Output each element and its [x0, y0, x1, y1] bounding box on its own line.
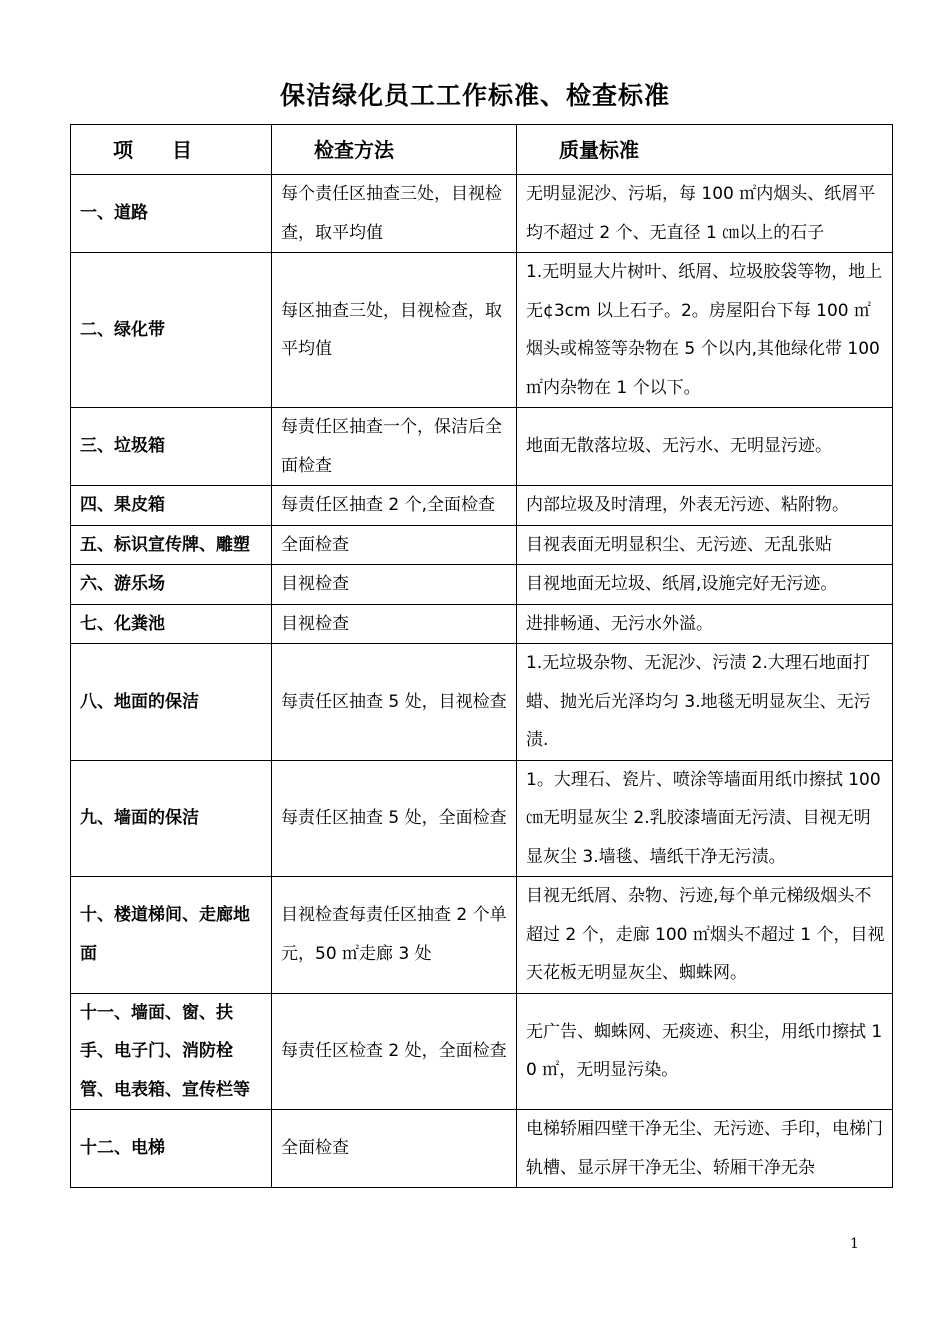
row-method-cell: 每区抽查三处，目视检查，取平均值: [272, 253, 517, 408]
row-standard-cell: 无明显泥沙、污垢，每 100 ㎡内烟头、纸屑平均不超过 2 个、无直径 1 ㎝以上的石子: [517, 175, 893, 253]
row-method-cell: 每责任区抽查 5 处，目视检查: [272, 644, 517, 761]
row-method-cell: 每责任区抽查一个，保洁后全面检查: [272, 408, 517, 486]
row-standard-cell: 电梯轿厢四壁干净无尘、无污迹、手印，电梯门轨槽、显示屏干净无尘、轿厢干净无杂: [517, 1110, 893, 1188]
row-standard-cell: 进排畅通、无污水外溢。: [517, 604, 893, 644]
row-item-cell: 五、标识宣传牌、雕塑: [71, 525, 272, 565]
table-row: [71, 877, 893, 994]
row-method-cell: 目视检查: [272, 604, 517, 644]
row-method-cell: 每责任区抽查 5 处，全面检查: [272, 760, 517, 877]
row-method-cell: 每个责任区抽查三处，目视检查，取平均值: [272, 175, 517, 253]
table-row: [71, 253, 893, 408]
row-item-cell: 十一、墙面、窗、扶手、电子门、消防栓管、电表箱、宣传栏等: [71, 993, 272, 1110]
row-item-cell: 十、楼道梯间、走廊地面: [71, 877, 272, 994]
table-row: [71, 408, 893, 486]
row-standard-cell: 目视地面无垃圾、纸屑,设施完好无污迹。: [517, 565, 893, 605]
row-standard-cell: 地面无散落垃圾、无污水、无明显污迹。: [517, 408, 893, 486]
standards-table: [70, 124, 893, 1188]
row-method-cell: 全面检查: [272, 525, 517, 565]
table-row: [71, 604, 893, 644]
row-standard-cell: 目视无纸屑、杂物、污迹,每个单元梯级烟头不超过 2 个，走廊 100 ㎡烟头不超过 1 个，目视天花板无明显灰尘、蜘蛛网。: [517, 877, 893, 994]
column-header-item: 项 目: [71, 125, 272, 175]
row-item-cell: 七、化粪池: [71, 604, 272, 644]
column-header-method: 检查方法: [272, 125, 517, 175]
row-standard-cell: 内部垃圾及时清理，外表无污迹、粘附物。: [517, 486, 893, 526]
row-standard-cell: 1.无垃圾杂物、无泥沙、污渍 2.大理石地面打蜡、抛光后光泽均匀 3.地毯无明显灰尘、无污渍.: [517, 644, 893, 761]
table-row: [71, 565, 893, 605]
row-item-cell: 一、道路: [71, 175, 272, 253]
table-row: [71, 175, 893, 253]
row-item-cell: 六、游乐场: [71, 565, 272, 605]
table-row: [71, 486, 893, 526]
column-header-standard: 质量标准: [517, 125, 893, 175]
row-standard-cell: 目视表面无明显积尘、无污迹、无乱张贴: [517, 525, 893, 565]
row-method-cell: 目视检查: [272, 565, 517, 605]
row-method-cell: 全面检查: [272, 1110, 517, 1188]
row-item-cell: 三、垃圾箱: [71, 408, 272, 486]
page-number: 1: [850, 1236, 859, 1252]
table-row: [71, 1110, 893, 1188]
row-item-cell: 十二、电梯: [71, 1110, 272, 1188]
row-standard-cell: 1。大理石、瓷片、喷涂等墙面用纸巾擦拭 100 ㎝无明显灰尘 2.乳胶漆墙面无污渍、目视无明显灰尘 3.墙毯、墙纸干净无污渍。: [517, 760, 893, 877]
row-method-cell: 每责任区检查 2 处，全面检查: [272, 993, 517, 1110]
table-row: [71, 644, 893, 761]
table-row: [71, 525, 893, 565]
row-method-cell: 每责任区抽查 2 个,全面检查: [272, 486, 517, 526]
table-row: [71, 993, 893, 1110]
document-title: 保洁绿化员工工作标准、检查标准: [279, 81, 670, 110]
row-item-cell: 四、果皮箱: [71, 486, 272, 526]
row-method-cell: 目视检查每责任区抽查 2 个单元，50 ㎡走廊 3 处: [272, 877, 517, 994]
row-standard-cell: 无广告、蜘蛛网、无痰迹、积尘，用纸巾擦拭 10 ㎡，无明显污染。: [517, 993, 893, 1110]
row-standard-cell: 1.无明显大片树叶、纸屑、垃圾胶袋等物，地上无¢3cm 以上石子。2。房屋阳台下每 100 ㎡烟头或棉签等杂物在 5 个以内,其他绿化带 100 ㎡内杂物在 1 个以下。: [517, 253, 893, 408]
table-header-row: [71, 125, 893, 175]
row-item-cell: 九、墙面的保洁: [71, 760, 272, 877]
row-item-cell: 八、地面的保洁: [71, 644, 272, 761]
row-item-cell: 二、绿化带: [71, 253, 272, 408]
table-row: [71, 760, 893, 877]
